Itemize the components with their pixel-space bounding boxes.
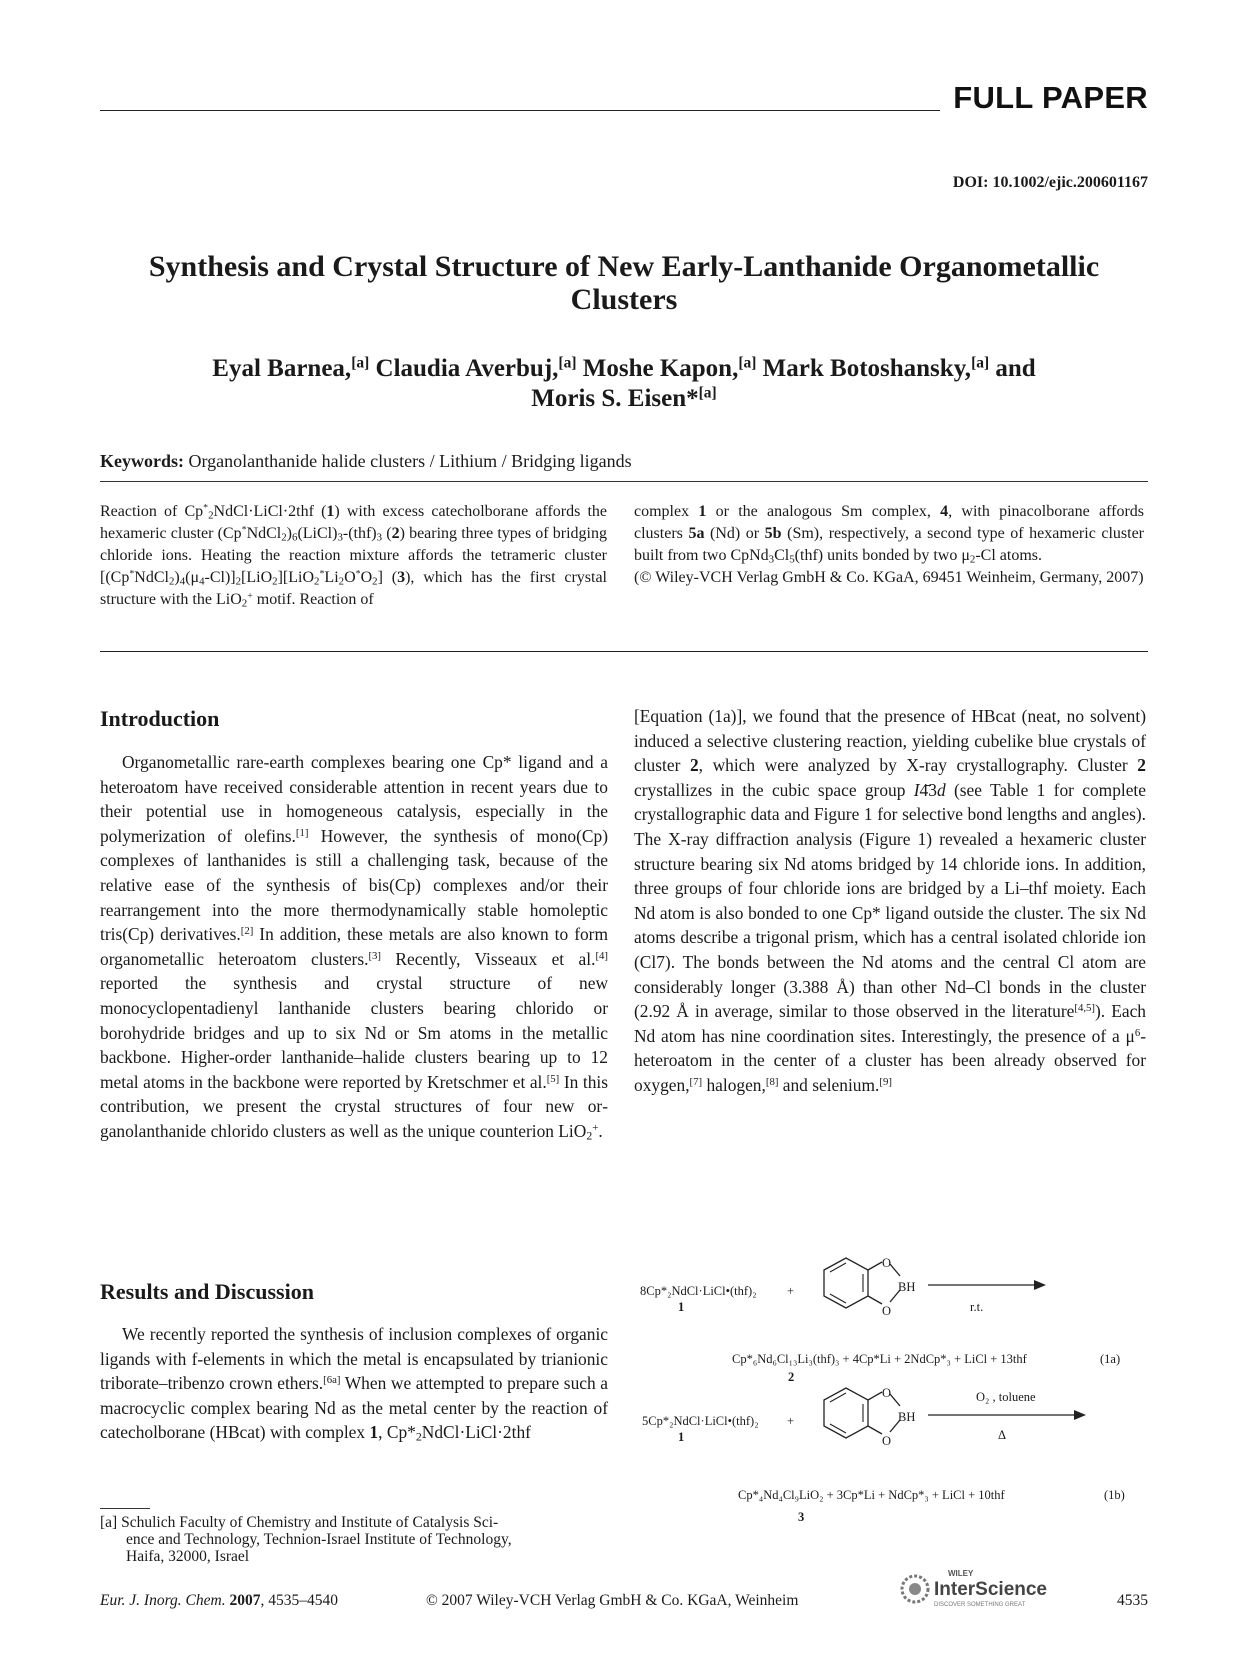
results-text: We recently reported the synthesis of inclusion complexes of organic ligands with f-elements in which the metal is encapsulated by trianionic triborate–tribenzo crown ethers.[6a] When we attempted to prepare such a macrocyclic complex bearing Nd as the metal center by the reaction of catecholborane (HBcat) with complex 1, $Cp*_2NdCl\cdot LiCl\cdot 2thf$ <box>100 1324 608 1444</box>
interscience-logo <box>898 1567 1068 1609</box>
author-name: Moris S. Eisen* <box>531 385 699 412</box>
eq1a-boron-hydride: BH <box>898 1280 916 1294</box>
abstract-right-column: complex 1 or the analogous Sm complex, 4, with pinacolborane affords clusters 5a (Nd) or 5b (Sm), respectively, a second type of hexameric cluster built from two $CpNd_3Cl_5(thf)$ units bonded by two $\mu_2-Cl$ atoms. (© Wiley-VCH Verlag GmbH & Co. KGaA, 69451 Weinheim, Germany, 2007) <box>634 503 1145 586</box>
abstract-left-column: Reaction of $Cp^*_2NdCl\cdot LiCl\cdot 2thf$ (1) with excess catecholborane affords the hexameric cluster $(Cp^*NdCl_2)_6(LiCl)_3-(thf)_3$ (2) bearing three types of bridging chloride ions. Heating the reaction mixture affords the tetrameric cluster $[(Cp^*NdCl_2)_4(\mu_4-Cl)]_2[LiO_2][LiO_2^*Li_2O^*O_2]$ (3), which has the first crystal structure with the LiO$_2$+ motif. Reaction of <box>100 502 607 610</box>
eq1b-product-number: 3 <box>798 1510 805 1524</box>
footnote-line: Schulich Faculty of Chemistry and Institute of Catalysis Sci- <box>121 1514 499 1531</box>
eq1a-plus: + <box>787 1284 795 1298</box>
eq1a-product: Cp*₆Nd₆Cl₁₃Li₃(thf)₃ + 4Cp*Li + 2NdCp*₃ + LiCl + 13thf <box>732 1352 1027 1366</box>
author-joiner: and <box>995 355 1036 382</box>
page-number: 4535 <box>1117 1592 1148 1609</box>
abstract-copyright: (© Wiley-VCH Verlag GmbH & Co. KGaA, 69451 Weinheim, Germany, 2007) <box>634 569 1144 586</box>
eq1a-label: (1a) <box>1100 1352 1121 1366</box>
journal-name: Eur. J. Inorg. Chem. <box>100 1592 226 1609</box>
eq1b-oxygen-top: O <box>882 1386 892 1400</box>
eq1a-reactant: 8Cp*₂NdCl·LiCl•(thf)₂ <box>640 1284 757 1298</box>
header-rule <box>100 110 940 111</box>
keywords-text: Organolanthanide halide clusters / Lithium / Bridging ligands <box>188 451 632 471</box>
keywords <box>100 451 632 472</box>
eq1b-boron-hydride: BH <box>898 1410 916 1424</box>
logo-tagline: DISCOVER SOMETHING GREAT <box>934 1602 1026 1608</box>
introduction-heading: Introduction <box>100 706 220 731</box>
results-heading: Results and Discussion <box>100 1279 314 1304</box>
affiliation-footnote <box>100 1514 608 1565</box>
introduction-text: Organometallic rare-earth complexes bearing one Cp* ligand and a heteroatom have received considerable attention in recent years due to their potential use in homogeneous catalysis, especially in the polymerization of olefins.[1] However, the synthesis of mono(Cp) complexes of lanthanides is still a challenging task, because of the relative ease of the synthesis of bis(Cp) complexes and/or their rearrangement into the more thermodynamically stable homoleptic tris(Cp) derivatives.[2] In addition, these metals are also known to form organometallic heteroatom clusters.[3] Recently, Visseaux et al.[4] reported the synthesis and crystal structure of new monocyclopentadienyl lanthanide clusters bearing chlorido or borohydride bridges and up to six Nd or Sm atoms in the metallic backbone. Higher-order lanthanide–halide clusters bearing up to 12 metal atoms in the backbone were reported by Kretschmer et al.[5] In this contribution, we present the crystal structures of four new organolanthanide chlorido clusters as well as the unique counterion LiO$_2$+. <box>100 752 608 1143</box>
footnote-line: ence and Technology, Technion-Israel Institute of Technology, <box>126 1531 512 1548</box>
eq1b-condition-bottom: Δ <box>998 1428 1007 1442</box>
eq1b-reactant-number: 1 <box>678 1430 685 1444</box>
eq1a-reactant-number: 1 <box>678 1300 685 1314</box>
doi: DOI: 10.1002/ejic.200601167 <box>952 174 1148 191</box>
eq1b-condition-top: O₂ , toluene <box>976 1390 1036 1404</box>
journal-pages: 4535–4540 <box>268 1592 338 1609</box>
eq1b-product: Cp*₄Nd₄Cl₉LiO₂ + 3Cp*Li + NdCp*₃ + LiCl + 10thf <box>738 1488 1005 1502</box>
logo-small-text: WILEY <box>948 1569 974 1578</box>
author-name: Claudia Averbuj, <box>375 355 559 382</box>
eq1b-arrow <box>928 1408 1088 1422</box>
journal-year: 2007 <box>229 1592 261 1609</box>
author-affiliation: [a] <box>558 354 577 372</box>
footer-citation: Eur. J. Inorg. Chem. 2007, 4535–4540 <box>100 1592 338 1609</box>
author-affiliation: [a] <box>698 384 717 402</box>
eq1a-oxygen-top: O <box>882 1256 892 1270</box>
eq1a-arrow <box>928 1278 1048 1292</box>
footnote-line: Haifa, 32000, Israel <box>126 1548 250 1565</box>
eq1b-oxygen-bottom: O <box>882 1434 892 1448</box>
author-name: Moshe Kapon, <box>582 355 739 382</box>
author-affiliation: [a] <box>351 354 370 372</box>
logo-main-text: InterScience <box>934 1579 1047 1600</box>
author-affiliation: [a] <box>738 354 757 372</box>
keywords-label: Keywords: <box>100 451 184 471</box>
eq1b-plus: + <box>787 1414 795 1428</box>
author-affiliation: [a] <box>971 354 990 372</box>
section-label: FULL PAPER <box>953 80 1148 115</box>
footnote-marker: [a] <box>100 1514 118 1531</box>
keywords-rule <box>100 481 1148 482</box>
footnote-rule <box>100 1508 150 1509</box>
eq1a-product-number: 2 <box>788 1370 795 1384</box>
author-name: Mark Botoshansky, <box>762 355 972 382</box>
footer-copyright: © 2007 Wiley-VCH Verlag GmbH & Co. KGaA, Weinheim <box>426 1592 799 1609</box>
eq1b-reactant: 5Cp*₂NdCl·LiCl•(thf)₂ <box>642 1414 759 1428</box>
right-column-text: [Equation (1a)], we found that the presence of HBcat (neat, no solvent) induced a selective clustering reaction, yielding cubelike blue crystals of cluster 2, which were analyzed by X-ray crystallography. Cluster 2 crystallizes in the cubic space group I4̄3d (see Table 1 for complete crystallographic data and Figure 1 for selective bond lengths and angles). The X-ray diffraction analysis (Figure 1) revealed a hexameric cluster structure bearing six Nd atoms bridged by 14 chloride ions. In addition, three groups of four chloride ions are bridged by a Li–thf moiety. Each Nd atom is also bonded to one Cp* ligand outside the cluster. The six Nd atoms describe a trigonal prism, which has a central isolated chloride ion (Cl7). The bonds between the Nd atoms and the central Cl atom are considerably longer (3.388 Å) than other Nd–Cl bonds in the cluster (2.92 Å in average, similar to those observed in the literature[4,5]). Each Nd atom has nine coordination sites. Interestingly, the presence of a $\mu^6$-heteroatom in the center of a cluster has been already observed for oxygen,[7] halogen,[8] and selenium.[9] <box>634 706 1146 1095</box>
author-list <box>100 354 1148 414</box>
abstract-rule <box>100 651 1148 652</box>
author-name: Eyal Barnea, <box>212 355 352 382</box>
eq1a-condition: r.t. <box>970 1300 984 1314</box>
reaction-scheme <box>630 1240 1150 1550</box>
eq1b-label: (1b) <box>1104 1488 1125 1502</box>
paper-title: Synthesis and Crystal Structure of New Early-Lanthanide Organometallic Clusters <box>148 250 1100 316</box>
eq1a-oxygen-bottom: O <box>882 1304 892 1318</box>
